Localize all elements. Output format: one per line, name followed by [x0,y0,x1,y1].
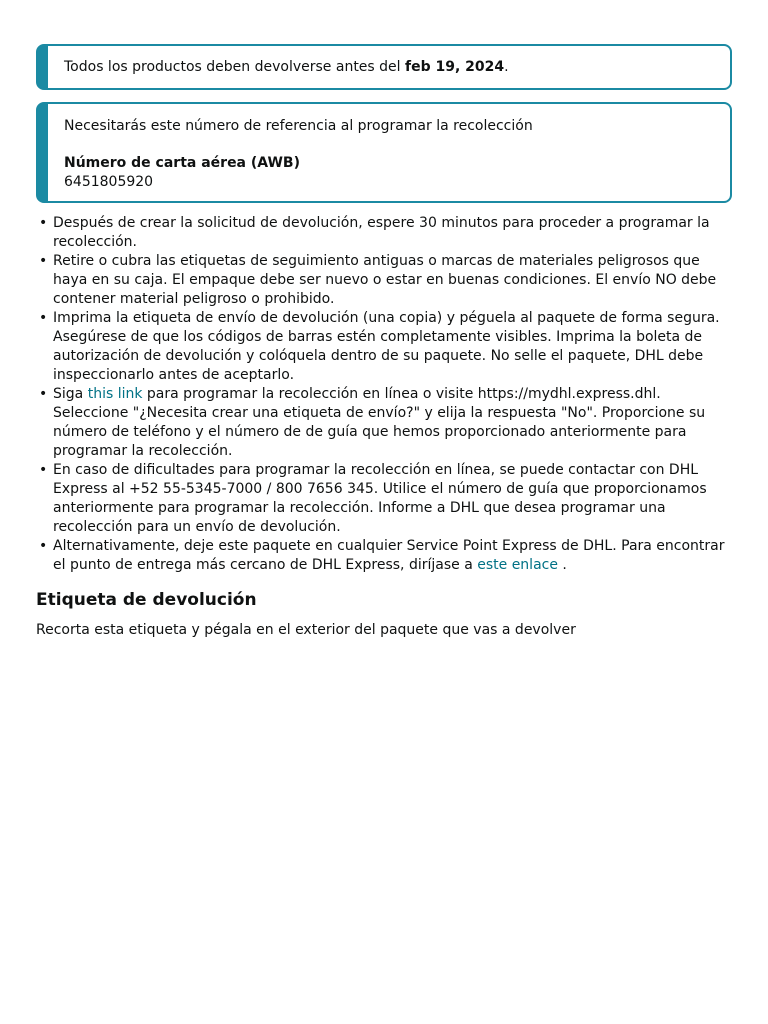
list-item [39,214,732,252]
list-item [39,252,732,309]
list-item [39,537,732,575]
step-text-after: . [557,557,567,573]
step-text-before: Siga [53,386,88,402]
bullet-icon: • [39,462,48,478]
awb-label: Número de carta aérea (AWB) [64,155,300,171]
return-steps-list [36,214,732,575]
step-text-before: Alternativamente, deje este paquete en cualquier Service Point Express de DHL. Para encontrar el punto de entrega más cercano de DHL Express, diríjase a [53,538,725,573]
return-label-description: Recorta esta etiqueta y pégala en el exterior del paquete que vas a devolver [36,622,576,638]
deadline-text-after: . [504,58,509,75]
deadline-alert [36,44,732,90]
deadline-text [64,58,509,77]
deadline-text-before: Todos los productos deben devolverse antes del [64,58,406,75]
deadline-date: feb 19, 2024 [405,58,505,75]
bullet-icon: • [39,215,48,231]
bullet-icon: • [39,253,48,269]
list-item [39,309,732,385]
step-text: Imprima la etiqueta de envío de devolución (una copia) y péguela al paquete de forma segura. Asegúrese de que los códigos de barras estén completamente visibles. Imprima la boleta de autorización de devolución y colóquela dentro de su paquete. No selle el paquete, DHL debe inspeccionarlo antes de aceptarlo. [53,310,720,383]
step-text: En caso de dificultades para programar la recolección en línea, se puede contactar con DHL Express al +52 55-5345-7000 / 800 7656 345. Utilice el número de guía que proporcionamos anteriormente para programar la recolección. Informe a DHL que desea programar una recolección para un envío de devolución. [53,462,707,535]
step-text: Retire o cubra las etiquetas de seguimiento antiguas o marcas de materiales peligrosos que haya en su caja. El empaque debe ser nuevo o estar en buenas condiciones. El envío NO debe contener material peligroso o prohibido. [53,253,717,307]
return-label-heading: Etiqueta de devolución [36,590,257,610]
service-point-link[interactable]: este enlace [477,557,558,573]
list-item [39,461,732,537]
bullet-icon: • [39,386,48,402]
list-item [39,385,732,461]
reference-alert [36,102,732,203]
step-text: Después de crear la solicitud de devolución, espere 30 minutos para proceder a programar la recolección. [53,215,710,250]
reference-intro: Necesitarás este número de referencia al programar la recolección [64,118,533,134]
bullet-icon: • [39,310,48,326]
schedule-pickup-link[interactable]: this link [87,386,143,402]
bullet-icon: • [39,538,48,554]
step-text-after: para programar la recolección en línea o visite https://mydhl.express.dhl. Seleccione "¿Necesita crear una etiqueta de envío?" y elija la respuesta "No". Proporcione su número de teléfono y el número de de guía que hemos proporcionado anteriormente para programar la recolección. [53,386,706,459]
awb-number: 6451805920 [64,174,154,190]
